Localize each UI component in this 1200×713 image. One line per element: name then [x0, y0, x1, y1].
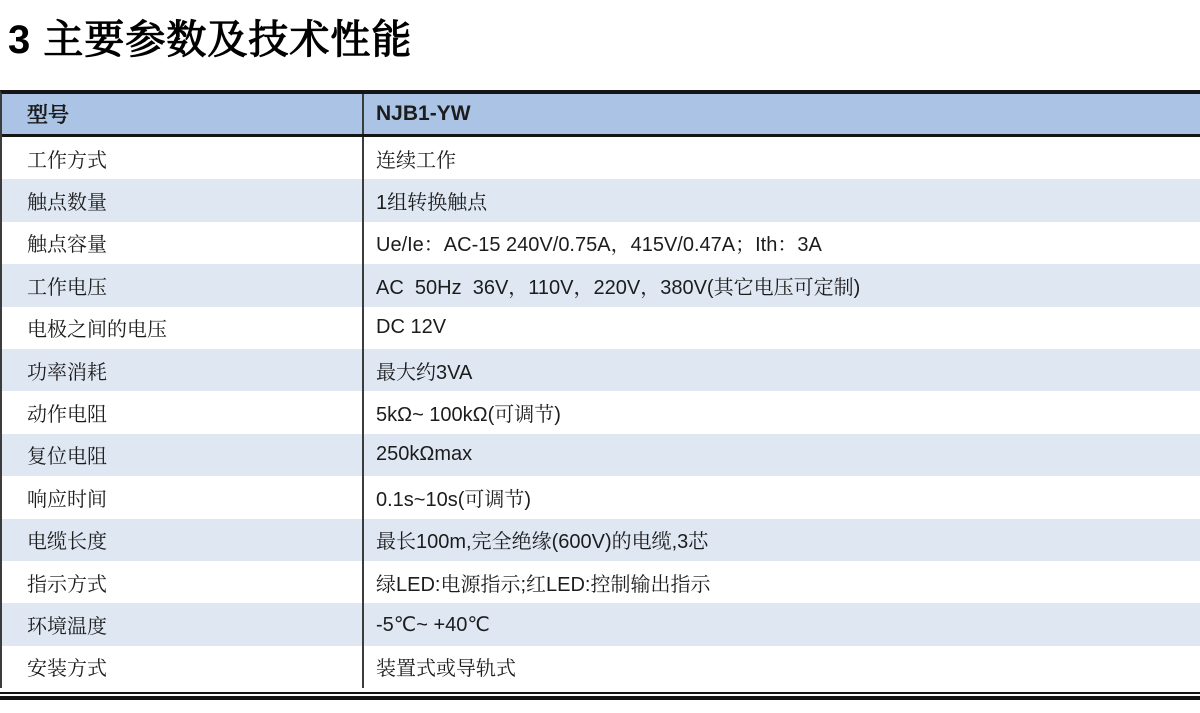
param-cell: 指示方式 — [27, 573, 107, 596]
value-cell: AC 50Hz 36V，110V，220V，380V(其它电压可定制) — [362, 264, 1200, 306]
table-row — [2, 222, 1200, 264]
table-row — [2, 307, 1200, 349]
table-row — [2, 434, 1200, 476]
table-row — [2, 349, 1200, 391]
param-cell: 电极之间的电压 — [27, 319, 167, 342]
param-cell: 工作方式 — [27, 149, 107, 172]
spec-section — [0, 90, 1200, 700]
value-cell: 1组转换触点 — [362, 179, 1200, 221]
value-cell: DC 12V — [362, 307, 1200, 349]
value-cell: 最长100m,完全绝缘(600V)的电缆,3芯 — [362, 519, 1200, 561]
header-value-cell: NJB1-YW — [362, 94, 1200, 134]
param-cell: 动作电阻 — [27, 404, 107, 427]
table-row — [2, 476, 1200, 518]
table-row — [2, 179, 1200, 221]
value-cell: 250kΩmax — [362, 434, 1200, 476]
param-cell: 工作电压 — [27, 276, 107, 299]
value-cell: Ue/Ie：AC-15 240V/0.75A，415V/0.47A；Ith：3A — [362, 222, 1200, 264]
value-cell: 装置式或导轨式 — [362, 646, 1200, 688]
table-row — [2, 603, 1200, 645]
param-cell: 功率消耗 — [27, 361, 107, 384]
value-cell: 绿LED:电源指示;红LED:控制输出指示 — [362, 561, 1200, 603]
value-cell: 5kΩ~ 100kΩ(可调节) — [362, 391, 1200, 433]
value-cell: 0.1s~10s(可调节) — [362, 476, 1200, 518]
table-row — [2, 391, 1200, 433]
param-cell: 触点数量 — [27, 192, 107, 215]
value-cell: -5℃~ +40℃ — [362, 603, 1200, 645]
value-cell: 连续工作 — [362, 137, 1200, 179]
bottom-rule-thick — [0, 696, 1200, 700]
value-cell: 最大约3VA — [362, 349, 1200, 391]
param-cell: 电缆长度 — [27, 531, 107, 554]
bottom-rule-thin — [0, 692, 1200, 694]
spec-table — [0, 90, 1200, 688]
table-header-row — [2, 94, 1200, 137]
param-cell: 安装方式 — [27, 658, 107, 681]
table-row — [2, 519, 1200, 561]
header-param-cell: 型号 — [27, 104, 69, 127]
table-row — [2, 646, 1200, 688]
param-cell: 复位电阻 — [27, 446, 107, 469]
param-cell: 触点容量 — [27, 234, 107, 257]
spec-table-body — [2, 137, 1200, 688]
page-title: 3 主要参数及技术性能 — [8, 18, 413, 62]
table-row — [2, 561, 1200, 603]
table-row — [2, 264, 1200, 306]
param-cell: 环境温度 — [27, 615, 107, 638]
param-cell: 响应时间 — [27, 488, 107, 511]
table-row — [2, 137, 1200, 179]
